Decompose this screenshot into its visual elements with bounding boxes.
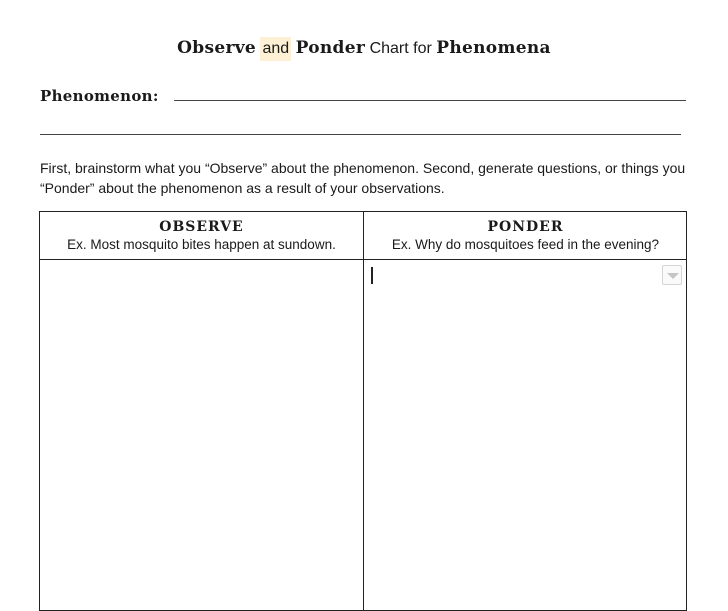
title-chart-for: Chart for bbox=[369, 40, 432, 57]
ponder-heading: PONDER bbox=[487, 219, 564, 235]
observe-example: Ex. Most mosquito bites happen at sundown. bbox=[67, 237, 336, 252]
observe-heading: OBSERVE bbox=[159, 219, 244, 235]
text-cursor bbox=[371, 267, 373, 284]
instructions-text: First, brainstorm what you “Observe” about the phenomenon. Second, generate questions, or things you “Ponder” about the phenomenon as a result of your observations. bbox=[40, 160, 686, 196]
ponder-header-cell bbox=[364, 219, 687, 253]
column-divider bbox=[363, 212, 364, 610]
ponder-example: Ex. Why do mosquitoes feed in the evening? bbox=[391, 237, 660, 252]
title-and-highlighted: and bbox=[260, 37, 291, 61]
phenomenon-answer-line[interactable] bbox=[174, 100, 686, 101]
title-ponder: Ponder bbox=[295, 38, 366, 58]
phenomenon-label: Phenomenon: bbox=[40, 87, 159, 105]
observe-ponder-table bbox=[39, 211, 687, 611]
observe-header-cell bbox=[40, 219, 363, 253]
phenomenon-row bbox=[40, 87, 686, 107]
title-phenomena: Phenomena bbox=[436, 38, 551, 58]
document-title bbox=[0, 38, 728, 58]
chevron-down-icon[interactable] bbox=[662, 265, 682, 285]
title-observe: Observe bbox=[177, 38, 257, 58]
phenomenon-answer-line-2[interactable] bbox=[40, 134, 681, 135]
header-divider bbox=[40, 259, 686, 260]
